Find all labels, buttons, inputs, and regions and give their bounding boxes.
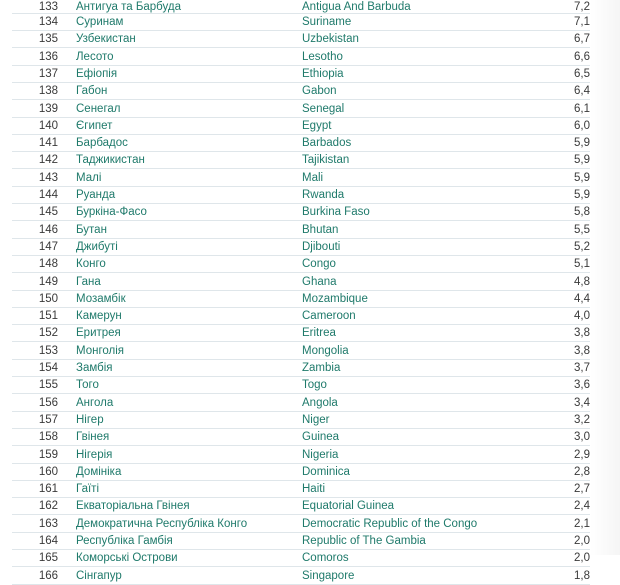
table-row [12,480,590,497]
country-name-uk-cell: Сінгапур [76,567,302,584]
rank-cell: 154 [12,359,76,376]
rank-cell: 139 [12,100,76,117]
country-name-en-cell: Antigua And Barbuda [302,0,522,13]
table-row [12,342,590,359]
score-cell: 6,1 [522,100,590,117]
score-cell: 5,9 [522,134,590,151]
score-cell: 5,2 [522,238,590,255]
rank-cell: 136 [12,48,76,65]
country-name-en-cell: Niger [302,411,522,428]
country-name-en-cell: Mongolia [302,342,522,359]
table-row [12,0,590,13]
table-row [12,238,590,255]
table-row [12,515,590,532]
score-cell: 3,0 [522,428,590,445]
table-row [12,134,590,151]
score-cell: 7,2 [522,0,590,13]
table-row [12,117,590,134]
score-cell: 6,7 [522,31,590,48]
score-cell: 2,0 [522,532,590,549]
rank-cell: 151 [12,307,76,324]
country-name-en-cell: Haiti [302,480,522,497]
country-name-en-cell: Nigeria [302,446,522,463]
rank-cell: 146 [12,221,76,238]
rank-cell: 145 [12,204,76,221]
table-row [12,463,590,480]
score-cell: 4,0 [522,307,590,324]
table-row [12,567,590,584]
rank-cell: 142 [12,152,76,169]
country-name-uk-cell: Коморські Острови [76,550,302,567]
score-cell: 3,4 [522,394,590,411]
country-name-uk-cell: Гвінея [76,428,302,445]
rank-cell: 135 [12,31,76,48]
rank-cell: 144 [12,186,76,203]
country-name-uk-cell: Сенегал [76,100,302,117]
table-row [12,377,590,394]
country-name-en-cell: Angola [302,394,522,411]
score-cell: 2,9 [522,446,590,463]
country-name-en-cell: Ghana [302,273,522,290]
rank-cell: 138 [12,82,76,99]
country-name-en-cell: Mozambique [302,290,522,307]
country-name-uk-cell: Мозамбік [76,290,302,307]
table-row [12,307,590,324]
rank-cell: 161 [12,480,76,497]
country-name-en-cell: Senegal [302,100,522,117]
country-name-en-cell: Ethiopia [302,65,522,82]
score-cell: 2,8 [522,463,590,480]
table-row [12,255,590,272]
rank-cell: 160 [12,463,76,480]
rank-cell: 134 [12,13,76,30]
score-cell: 4,4 [522,290,590,307]
country-name-uk-cell: Ангола [76,394,302,411]
country-name-en-cell: Guinea [302,428,522,445]
table-row [12,446,590,463]
rank-cell: 162 [12,498,76,515]
table-row [12,186,590,203]
score-cell: 2,1 [522,515,590,532]
country-name-uk-cell: Камерун [76,307,302,324]
country-name-uk-cell: Таджикистан [76,152,302,169]
rank-cell: 157 [12,411,76,428]
country-name-en-cell: Suriname [302,13,522,30]
table-row [12,532,590,549]
table-row [12,325,590,342]
score-cell: 3,7 [522,359,590,376]
rank-cell: 165 [12,550,76,567]
table-row [12,273,590,290]
rank-cell: 164 [12,532,76,549]
country-name-en-cell: Eritrea [302,325,522,342]
score-cell: 3,8 [522,325,590,342]
page-edge-shadow [590,0,620,555]
country-name-en-cell: Congo [302,255,522,272]
table-row [12,31,590,48]
country-name-en-cell: Rwanda [302,186,522,203]
country-name-en-cell: Egypt [302,117,522,134]
score-cell: 1,8 [522,567,590,584]
country-name-uk-cell: Єгипет [76,117,302,134]
country-name-en-cell: Cameroon [302,307,522,324]
country-name-en-cell: Uzbekistan [302,31,522,48]
rank-cell: 155 [12,377,76,394]
country-name-en-cell: Dominica [302,463,522,480]
score-cell: 5,1 [522,255,590,272]
score-cell: 3,2 [522,411,590,428]
country-name-uk-cell: Узбекистан [76,31,302,48]
rank-cell: 147 [12,238,76,255]
table-row [12,204,590,221]
score-cell: 3,6 [522,377,590,394]
table-row [12,82,590,99]
rank-cell: 153 [12,342,76,359]
country-name-en-cell: Singapore [302,567,522,584]
rank-cell: 137 [12,65,76,82]
score-cell: 7,1 [522,13,590,30]
ranking-table-body [12,0,590,584]
table-row [12,550,590,567]
rank-cell: 141 [12,134,76,151]
country-name-uk-cell: Антигуа та Барбуда [76,0,302,13]
table-row [12,100,590,117]
country-name-uk-cell: Конго [76,255,302,272]
table-row [12,290,590,307]
country-name-uk-cell: Нігер [76,411,302,428]
country-name-uk-cell: Джибуті [76,238,302,255]
country-name-uk-cell: Того [76,377,302,394]
country-name-uk-cell: Замбія [76,359,302,376]
score-cell: 2,0 [522,550,590,567]
score-cell: 5,5 [522,221,590,238]
rank-cell: 148 [12,255,76,272]
rank-cell: 163 [12,515,76,532]
country-name-en-cell: Togo [302,377,522,394]
score-cell: 6,4 [522,82,590,99]
country-name-en-cell: Republic of The Gambia [302,532,522,549]
country-name-uk-cell: Буркіна-Фасо [76,204,302,221]
score-cell: 4,8 [522,273,590,290]
country-name-uk-cell: Гаїті [76,480,302,497]
table-row [12,411,590,428]
score-cell: 5,8 [522,204,590,221]
country-name-en-cell: Gabon [302,82,522,99]
country-ranking-table [12,0,590,585]
rank-cell: 150 [12,290,76,307]
rank-cell: 158 [12,428,76,445]
country-name-uk-cell: Екваторіальна Гвінея [76,498,302,515]
table-row [12,498,590,515]
rank-cell: 166 [12,567,76,584]
country-name-uk-cell: Малі [76,169,302,186]
score-cell: 5,9 [522,186,590,203]
score-cell: 6,0 [522,117,590,134]
score-cell: 2,7 [522,480,590,497]
country-name-uk-cell: Монголія [76,342,302,359]
country-name-uk-cell: Республіка Гамбія [76,532,302,549]
country-name-uk-cell: Демократична Республіка Конго [76,515,302,532]
country-name-uk-cell: Домініка [76,463,302,480]
country-name-uk-cell: Ефіопія [76,65,302,82]
score-cell: 5,9 [522,169,590,186]
rank-cell: 140 [12,117,76,134]
score-cell: 3,8 [522,342,590,359]
country-name-en-cell: Barbados [302,134,522,151]
country-name-en-cell: Tajikistan [302,152,522,169]
score-cell: 6,5 [522,65,590,82]
country-name-uk-cell: Гана [76,273,302,290]
score-cell: 6,6 [522,48,590,65]
rank-cell: 159 [12,446,76,463]
country-name-en-cell: Burkina Faso [302,204,522,221]
country-name-uk-cell: Нігерія [76,446,302,463]
table-row [12,152,590,169]
score-cell: 5,9 [522,152,590,169]
score-cell: 2,4 [522,498,590,515]
country-name-en-cell: Equatorial Guinea [302,498,522,515]
table-row [12,169,590,186]
country-name-en-cell: Mali [302,169,522,186]
country-name-uk-cell: Еритрея [76,325,302,342]
country-name-en-cell: Zambia [302,359,522,376]
country-name-uk-cell: Суринам [76,13,302,30]
country-name-uk-cell: Бутан [76,221,302,238]
country-name-en-cell: Democratic Republic of the Congo [302,515,522,532]
table-row [12,65,590,82]
table-row [12,48,590,65]
country-name-uk-cell: Габон [76,82,302,99]
rank-cell: 133 [12,0,76,13]
table-row [12,394,590,411]
country-name-uk-cell: Руанда [76,186,302,203]
rank-cell: 156 [12,394,76,411]
country-name-uk-cell: Барбадос [76,134,302,151]
table-row [12,13,590,30]
country-name-en-cell: Djibouti [302,238,522,255]
table-row [12,428,590,445]
rank-cell: 143 [12,169,76,186]
country-name-uk-cell: Лесото [76,48,302,65]
country-name-en-cell: Comoros [302,550,522,567]
rank-cell: 152 [12,325,76,342]
rank-cell: 149 [12,273,76,290]
country-name-en-cell: Lesotho [302,48,522,65]
table-row [12,359,590,376]
country-name-en-cell: Bhutan [302,221,522,238]
table-row [12,221,590,238]
